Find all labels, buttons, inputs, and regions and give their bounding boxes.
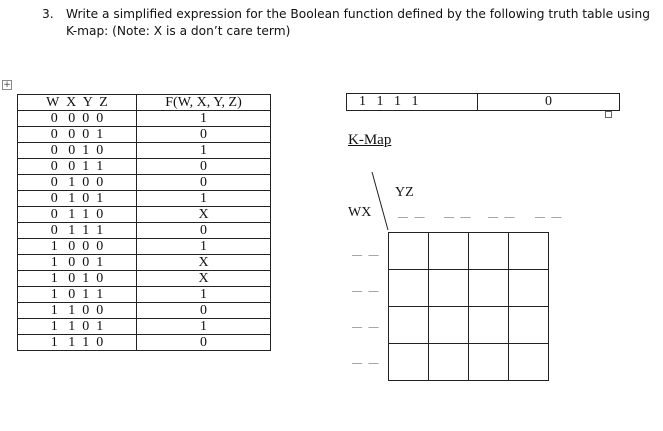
kmap-row-placeholder: — — <box>352 322 381 333</box>
input-bits-cell[interactable]: 0 1 0 0 <box>18 175 137 191</box>
table-resize-handle[interactable] <box>605 111 612 118</box>
input-bits-cell[interactable]: 0 0 1 1 <box>18 159 137 175</box>
kmap-cell[interactable] <box>389 344 429 381</box>
output-value-cell[interactable]: 1 <box>137 191 271 207</box>
table-move-handle-icon[interactable]: + <box>3 80 11 90</box>
small-table-row <box>347 94 620 111</box>
truth-table-row <box>18 111 271 127</box>
truth-table-row <box>18 207 271 223</box>
kmap-title: K-Map <box>348 132 392 148</box>
kmap-cell[interactable] <box>429 307 469 344</box>
question-line-1: Write a simplified expression for the Boolean function defined by the following truth table using <box>66 7 650 21</box>
kmap-cell[interactable] <box>509 344 549 381</box>
input-bits-cell[interactable]: 1 0 1 1 <box>18 287 137 303</box>
kmap-diagonal-line <box>370 170 390 232</box>
small-table-right-cell[interactable]: 0 <box>478 94 620 111</box>
output-value-cell[interactable]: 1 <box>137 111 271 127</box>
output-value-cell[interactable]: 0 <box>137 127 271 143</box>
input-bits-cell[interactable]: 0 1 1 0 <box>18 207 137 223</box>
truth-table-row <box>18 255 271 271</box>
truth-table-row <box>18 143 271 159</box>
input-bits-cell[interactable]: 1 0 1 0 <box>18 271 137 287</box>
output-value-cell[interactable]: 0 <box>137 175 271 191</box>
kmap-row <box>389 233 549 270</box>
output-value-cell[interactable]: 1 <box>137 143 271 159</box>
question-number: 3. <box>42 7 54 21</box>
truth-table-row <box>18 175 271 191</box>
kmap-row <box>389 344 549 381</box>
kmap-cell[interactable] <box>469 344 509 381</box>
kmap-row-placeholder: — — <box>352 358 381 369</box>
input-bits-cell[interactable]: 0 0 0 0 <box>18 111 137 127</box>
question-line-2: K-map: (Note: X is a don’t care term) <box>66 24 291 38</box>
kmap-wx-label: WX <box>348 205 372 220</box>
truth-table-row <box>18 223 271 239</box>
output-value-cell[interactable]: 1 <box>137 287 271 303</box>
truth-table-row <box>18 335 271 351</box>
kmap-cell[interactable] <box>469 270 509 307</box>
kmap-col-placeholder: — — <box>488 212 517 223</box>
small-table-left-cell[interactable]: 1 1 1 1 <box>347 94 478 111</box>
truth-table-row <box>18 287 271 303</box>
output-value-cell[interactable]: 1 <box>137 239 271 255</box>
truth-table-row <box>18 127 271 143</box>
kmap-cell[interactable] <box>509 233 549 270</box>
kmap-cell[interactable] <box>389 233 429 270</box>
truth-table-row <box>18 239 271 255</box>
kmap-cell[interactable] <box>509 307 549 344</box>
kmap-cell[interactable] <box>389 307 429 344</box>
output-value-cell[interactable]: X <box>137 255 271 271</box>
kmap-row-placeholder: — — <box>352 250 381 261</box>
output-value-cell[interactable]: 0 <box>137 335 271 351</box>
input-bits-cell[interactable]: 0 0 0 1 <box>18 127 137 143</box>
kmap-cell[interactable] <box>509 270 549 307</box>
input-bits-cell[interactable]: 0 0 1 0 <box>18 143 137 159</box>
input-bits-cell[interactable]: 0 1 0 1 <box>18 191 137 207</box>
kmap-cell[interactable] <box>429 233 469 270</box>
truth-table-row <box>18 159 271 175</box>
input-bits-cell[interactable]: 1 0 0 0 <box>18 239 137 255</box>
small-table <box>346 93 620 111</box>
kmap-col-placeholder: — — <box>535 212 564 223</box>
kmap-cell[interactable] <box>469 307 509 344</box>
output-value-cell[interactable]: X <box>137 207 271 223</box>
truth-table-row <box>18 271 271 287</box>
truth-table <box>17 94 271 351</box>
output-value-cell[interactable]: 0 <box>137 303 271 319</box>
output-value-cell[interactable]: 0 <box>137 223 271 239</box>
input-bits-cell[interactable]: 1 1 1 0 <box>18 335 137 351</box>
input-bits-cell[interactable]: 1 0 0 1 <box>18 255 137 271</box>
input-bits-cell[interactable]: 1 1 0 0 <box>18 303 137 319</box>
kmap-cell[interactable] <box>469 233 509 270</box>
kmap-col-placeholder: — — <box>444 212 473 223</box>
kmap-grid <box>388 232 549 381</box>
truth-table-header-row <box>18 95 271 111</box>
truth-table-row <box>18 191 271 207</box>
kmap-row <box>389 307 549 344</box>
input-bits-cell[interactable]: 0 1 1 1 <box>18 223 137 239</box>
kmap-yz-label: YZ <box>395 185 414 200</box>
output-value-cell[interactable]: 1 <box>137 319 271 335</box>
kmap-row-placeholder: — — <box>352 286 381 297</box>
output-value-cell[interactable]: X <box>137 271 271 287</box>
kmap-cell[interactable] <box>429 344 469 381</box>
truth-table-row <box>18 303 271 319</box>
output-value-cell[interactable]: 0 <box>137 159 271 175</box>
kmap-cell[interactable] <box>429 270 469 307</box>
input-bits-cell[interactable]: 1 1 0 1 <box>18 319 137 335</box>
header-wxyz: W X Y Z <box>18 95 137 111</box>
header-f: F(W, X, Y, Z) <box>137 95 271 111</box>
truth-table-row <box>18 319 271 335</box>
kmap-col-placeholder: — — <box>398 212 427 223</box>
kmap-cell[interactable] <box>389 270 429 307</box>
kmap-row <box>389 270 549 307</box>
